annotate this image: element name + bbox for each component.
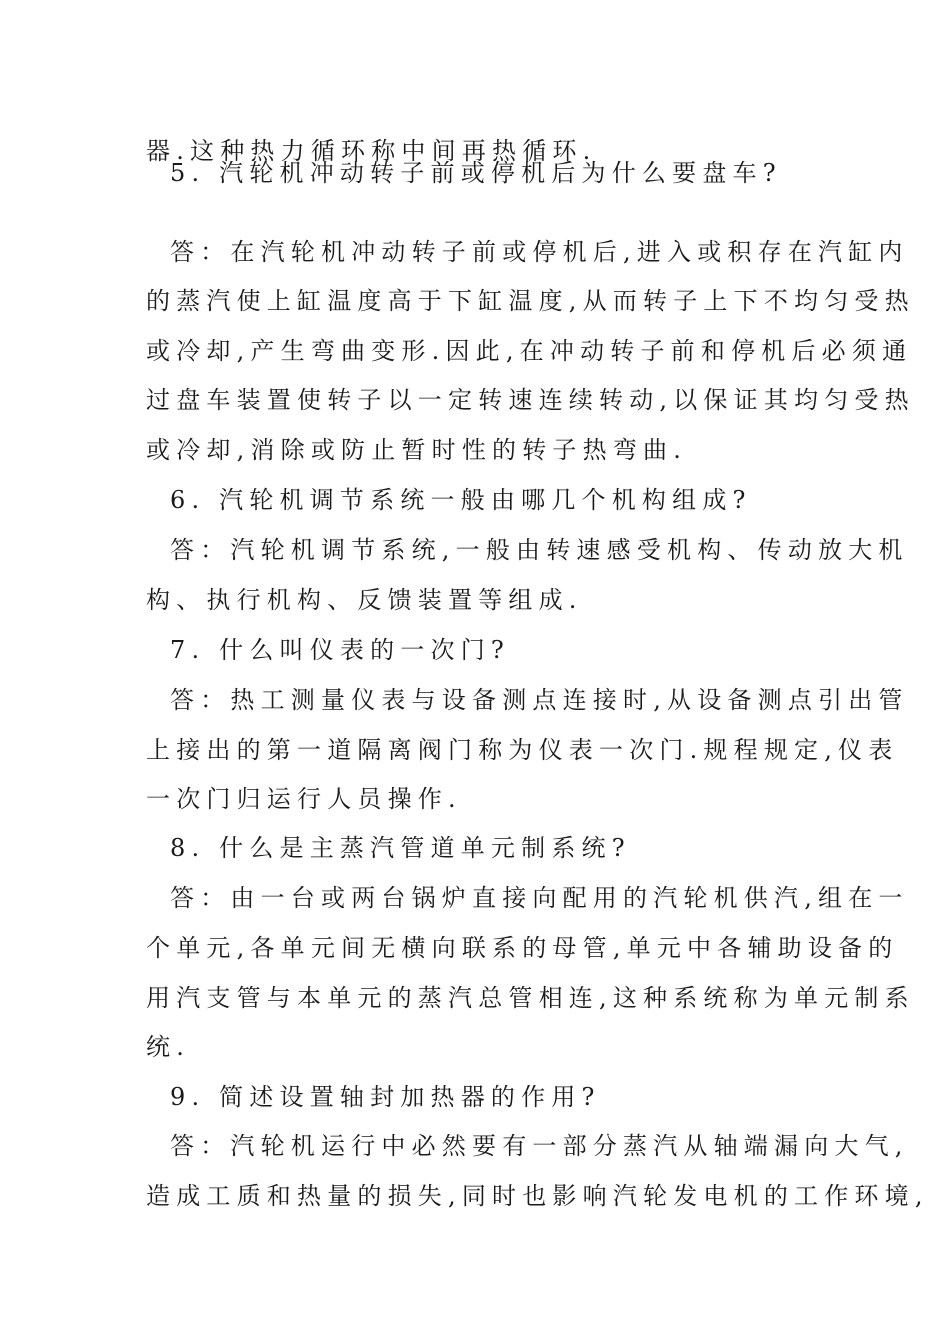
question-7: 7. 什么叫仪表的一次门?: [170, 636, 510, 664]
answer-9-line-2: 造成工质和热量的损失,同时也影响汽轮发电机的工作环境,: [146, 1182, 929, 1210]
answer-5-line-5: 或冷却,消除或防止暂时性的转子热弯曲.: [146, 436, 688, 464]
answer-7-line-2: 上接出的第一道隔离阀门称为仪表一次门.规程规定,仪表: [146, 736, 899, 764]
question-6: 6. 汽轮机调节系统一般由哪几个机构组成?: [170, 486, 752, 514]
answer-9-line-1: 答：汽轮机运行中必然要有一部分蒸汽从轴端漏向大气,: [170, 1132, 909, 1160]
answer-5-line-4: 过盘车装置使转子以一定转速连续转动,以保证其均匀受热: [146, 386, 915, 414]
question-9: 9. 简述设置轴封加热器的作用?: [170, 1083, 601, 1111]
answer-5-line-2: 的蒸汽使上缸温度高于下缸温度,从而转子上下不均匀受热: [146, 287, 915, 315]
question-5: 5. 汽轮机冲动转子前或停机后为什么要盘车?: [170, 159, 782, 187]
answer-7-line-1: 答：热工测量仪表与设备测点连接时,从设备测点引出管: [170, 686, 909, 714]
answer-7-line-3: 一次门归运行人员操作.: [146, 785, 462, 813]
answer-8-line-1: 答：由一台或两台锅炉直接向配用的汽轮机供汽,组在一: [170, 884, 909, 912]
answer-8-line-4: 统.: [146, 1033, 191, 1061]
answer-6-line-1: 答：汽轮机调节系统,一般由转速感受机构、传动放大机: [170, 536, 909, 564]
answer-8-line-2: 个单元,各单元间无横向联系的母管,单元中各辅助设备的: [146, 934, 899, 962]
answer-6-line-2: 构、执行机构、反馈装置等组成.: [146, 586, 583, 614]
text-line: 器.这种热力循环称中间再热循环.: [146, 137, 597, 165]
question-8: 8. 什么是主蒸汽管道单元制系统?: [170, 834, 631, 862]
answer-5-line-3: 或冷却,产生弯曲变形.因此,在冲动转子前和停机后必须通: [146, 337, 913, 365]
answer-8-line-3: 用汽支管与本单元的蒸汽总管相连,这种系统称为单元制系: [146, 984, 915, 1012]
answer-5-line-1: 答：在汽轮机冲动转子前或停机后,进入或积存在汽缸内: [170, 238, 909, 266]
